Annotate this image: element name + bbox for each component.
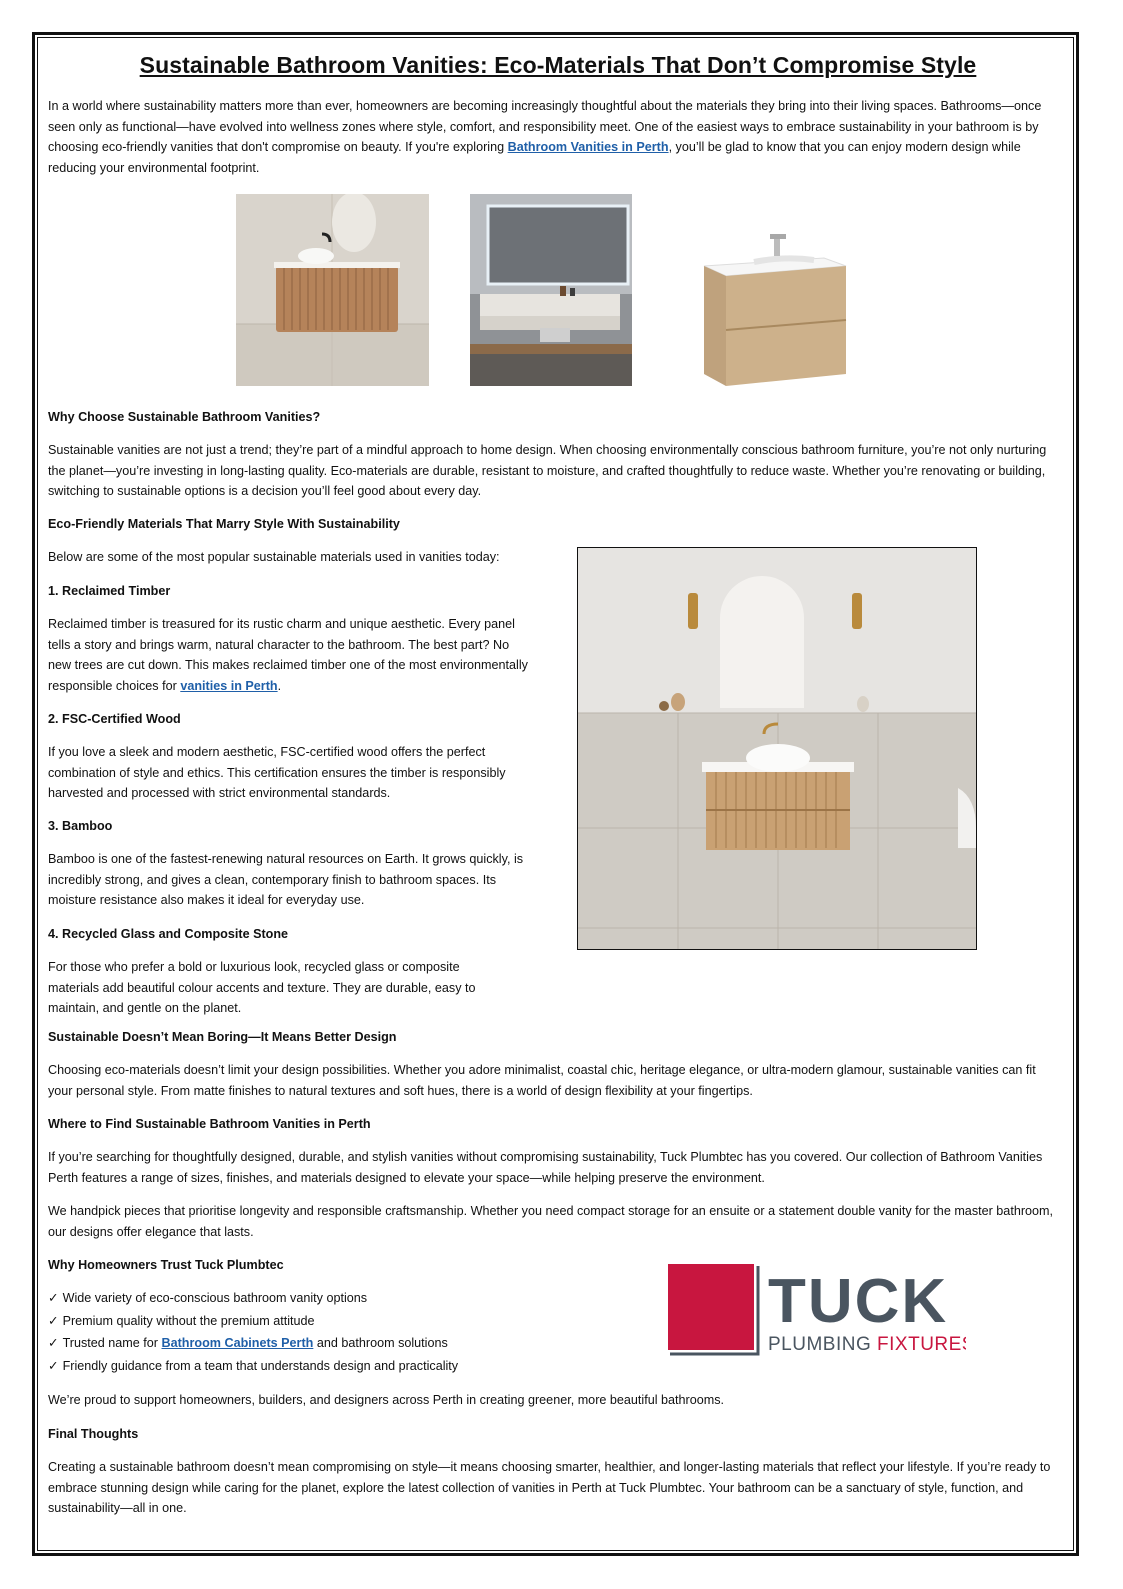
vanity-photo-mirror-shelf xyxy=(470,194,632,386)
reclaimed-timber-body: Reclaimed timber is treasured for its rustic charm and unique aesthetic. Every panel tells a story and brings warm, natural character to the bathroom. The best part? No new trees are cut down. This makes reclaimed timber one of the most environmentally responsible choices for xyxy=(48,617,528,693)
reclaimed-timber-end: . xyxy=(277,678,282,693)
list-item xyxy=(48,1287,608,1310)
logo-square-icon xyxy=(668,1264,754,1350)
list-item xyxy=(48,1332,608,1355)
reclaimed-timber-text xyxy=(48,614,528,696)
logo-word-tuck: TUCK xyxy=(768,1267,949,1336)
not-boring-text: Choosing eco-materials doesn’t limit your design possibilities. Whether you adore minimalist, coastal chic, heritage elegance, or ultra-modern glamour, sustainable vanities can fit your personal style. From matte finishes to natural textures and soft hues, there is a world of design flexibility at your fingertips. xyxy=(48,1063,1036,1098)
list-item-text: Wide variety of eco-conscious bathroom vanity options xyxy=(62,1291,368,1305)
list-item-text: Trusted name for xyxy=(62,1336,162,1350)
check-icon: ✓ xyxy=(48,1336,59,1350)
recycled-glass-text: For those who prefer a bold or luxurious look, recycled glass or composite materials add beautiful colour accents and texture. They are durable, easy to maintain, and gentle on the planet. xyxy=(48,960,476,1015)
tuck-logo-svg xyxy=(666,1262,966,1358)
final-thoughts-text: Creating a sustainable bathroom doesn’t mean compromising on style—it means choosing smarter, healthier, and longer-lasting materials that reflect your lifestyle. If you’re ready to embrace stunning design while caring for the planet, explore the latest collection of vanities in Perth at Tuck Plumbtec. Your bathroom can be a sanctuary of style, function, and sustainability—all in one. xyxy=(48,1460,1051,1515)
recycled-glass-heading: 4. Recycled Glass and Composite Stone xyxy=(48,927,289,941)
vanities-in-perth-link[interactable]: vanities in Perth xyxy=(180,678,278,693)
eco-materials-intro: Below are some of the most popular sustainable materials used in vanities today: xyxy=(48,550,500,564)
where-to-find-text-2: We handpick pieces that prioritise longevity and responsible craftsmanship. Whether you need compact storage for an ensuite or a statement double vanity for the master bathroom, our designs offer elegance that lasts. xyxy=(48,1204,1054,1239)
trust-closing: We’re proud to support homeowners, builders, and designers across Perth in creating greener, more beautiful bathrooms. xyxy=(48,1393,724,1407)
list-item xyxy=(48,1355,608,1378)
bathroom-cabinets-perth-link[interactable]: Bathroom Cabinets Perth xyxy=(161,1336,314,1350)
list-item-text-end: and bathroom solutions xyxy=(313,1336,448,1350)
reclaimed-timber-heading: 1. Reclaimed Timber xyxy=(48,584,171,598)
final-thoughts-heading: Final Thoughts xyxy=(48,1427,139,1441)
svg-text:PLUMBING FIXTURES xyxy=(768,1334,966,1355)
vanity-photo-timber-wall xyxy=(236,194,429,386)
check-icon: ✓ xyxy=(48,1358,59,1373)
bathroom-vanities-perth-link[interactable]: Bathroom Vanities in Perth xyxy=(507,140,669,154)
bamboo-text: Bamboo is one of the fastest-renewing natural resources on Earth. It grows quickly, is incredibly strong, and gives a clean, contemporary finish to bathroom spaces. Its moisture resistance also makes it ideal for everyday use. xyxy=(48,852,524,907)
why-choose-heading: Why Choose Sustainable Bathroom Vanities? xyxy=(48,410,321,424)
fsc-wood-text: If you love a sleek and modern aesthetic, FSC-certified wood offers the perfect combination of style and ethics. This certification ensures the timber is responsibly harvested and processed with strict environmental standards. xyxy=(48,745,506,800)
why-choose-text: Sustainable vanities are not just a trend; they’re part of a mindful approach to home design. When choosing environmentally conscious bathroom furniture, you’re not only nurturing the planet—you’re investing in long-lasting quality. Eco-materials are durable, resistant to moisture, and crafted thoughtfully to reduce waste. Whether you’re renovating or building, switching to sustainable options is a decision you’ll feel good about every day. xyxy=(48,443,1047,498)
tuck-logo xyxy=(666,1262,966,1358)
vanity-photo-oak-drawers xyxy=(674,214,866,386)
page-title: Sustainable Bathroom Vanities: Eco-Materials That Don’t Compromise Style xyxy=(139,52,977,78)
bathroom-photo-arched-mirror xyxy=(577,547,977,950)
check-icon: ✓ xyxy=(48,1291,59,1305)
list-item xyxy=(48,1310,608,1333)
intro-text: In a world where sustainability matters more than ever, homeowners are becoming increasingly thoughtful about the materials they bring into their living spaces. Bathrooms—once seen only as functional—have evolved into wellness zones where style, comfort, and responsibility meet. One of the easiest ways to embrace sustainability in your bathroom is by choosing eco-friendly vanities that don't compromise on beauty. If you're exploring xyxy=(48,99,1042,154)
logo-word-plumbing: PLUMBING xyxy=(768,1334,878,1355)
check-icon: ✓ xyxy=(48,1313,59,1328)
intro-text-end: , you’ll be glad to know that you can enjoy modern design while reducing your environmental footprint. xyxy=(48,140,1021,175)
trust-heading: Why Homeowners Trust Tuck Plumbtec xyxy=(48,1258,284,1272)
intro-paragraph xyxy=(48,96,1063,178)
list-item-text: Friendly guidance from a team that understands design and practicality xyxy=(62,1358,459,1373)
where-to-find-heading: Where to Find Sustainable Bathroom Vanities in Perth xyxy=(48,1117,371,1131)
trust-list xyxy=(48,1287,608,1377)
logo-word-fixtures: FIXTURES xyxy=(877,1334,966,1355)
list-item-text: Premium quality without the premium attitude xyxy=(62,1313,315,1328)
bamboo-heading: 3. Bamboo xyxy=(48,819,113,833)
not-boring-heading: Sustainable Doesn’t Mean Boring—It Means Better Design xyxy=(48,1030,397,1044)
where-to-find-text-1: If you’re searching for thoughtfully designed, durable, and stylish vanities without compromising sustainability, Tuck Plumbtec has you covered. Our collection of Bathroom Vanities Perth features a range of sizes, finishes, and materials designed to elevate your space—while helping preserve the environment. xyxy=(48,1150,1043,1185)
fsc-wood-heading: 2. FSC-Certified Wood xyxy=(48,712,181,726)
eco-materials-heading: Eco-Friendly Materials That Marry Style With Sustainability xyxy=(48,517,400,531)
